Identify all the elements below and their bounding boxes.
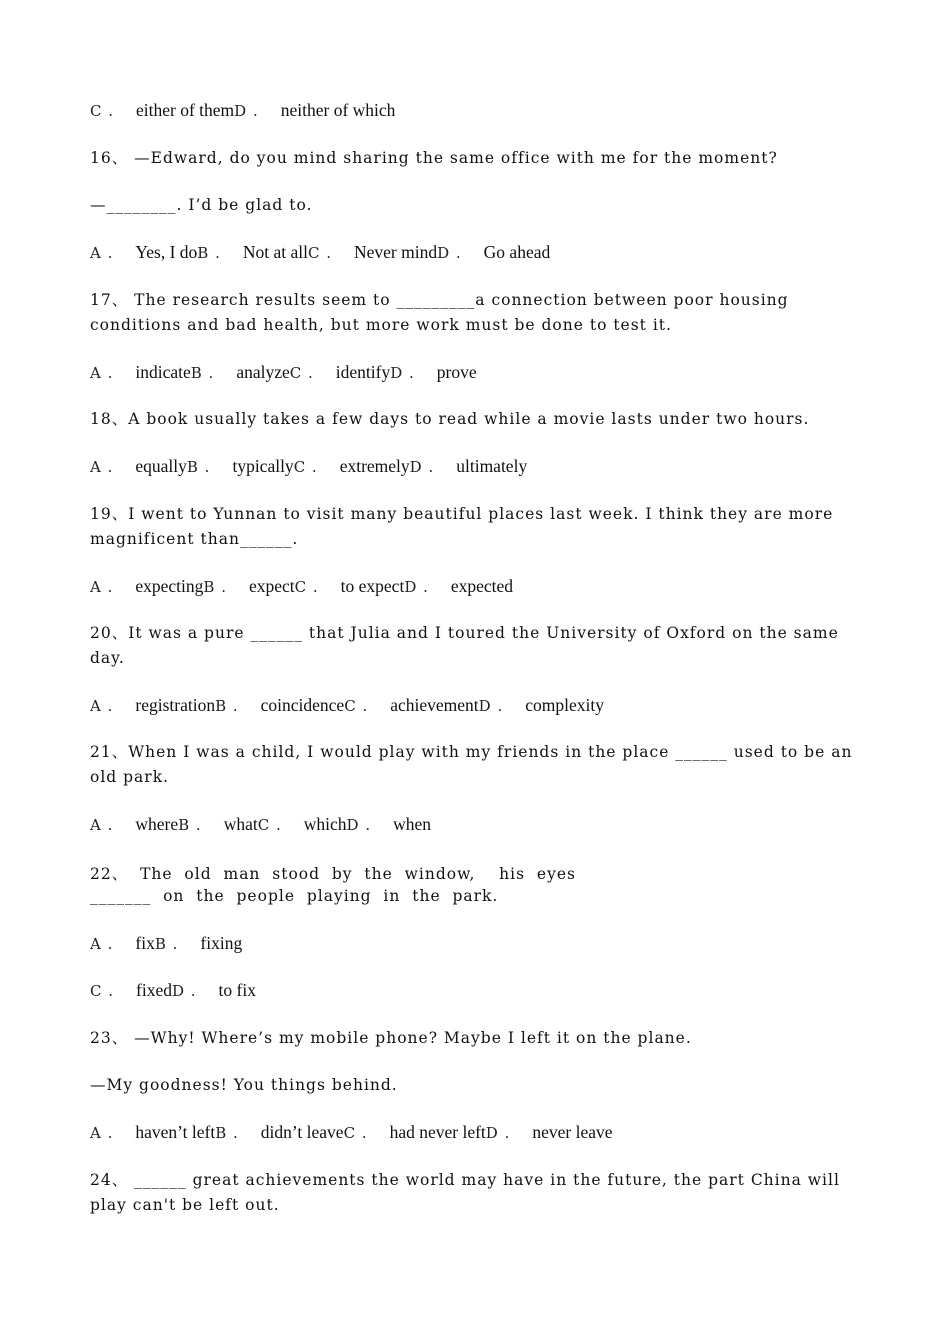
option-text: indicate [135, 362, 191, 382]
option-text: registration [135, 695, 216, 715]
option-letter: D . [346, 816, 372, 834]
option-letter: C . [90, 102, 115, 120]
option-letter: B . [203, 578, 227, 596]
option-text: equally [135, 456, 187, 476]
option-letter: C . [293, 458, 318, 476]
option-text: expecting [135, 576, 204, 596]
answer-options [90, 814, 431, 835]
option-text: prove [436, 362, 477, 382]
option-letter: D . [437, 244, 462, 262]
option-text: Yes, I do [135, 242, 198, 262]
question-text: 23、 —Why! Where’s my mobile phone? Maybe I left it on the plane. [90, 1029, 692, 1047]
option-letter: A . [90, 364, 114, 382]
answer-options [90, 695, 604, 716]
answer-options [90, 933, 242, 954]
option-letter: B . [154, 935, 179, 953]
option-letter: B . [197, 244, 221, 262]
option-letter: D . [234, 102, 259, 120]
option-letter: C . [257, 816, 282, 834]
option-text: where [135, 814, 179, 834]
option-letter: B . [215, 697, 239, 715]
question-text: 16、 —Edward, do you mind sharing the same office with me for the moment? [90, 149, 778, 167]
option-text: fixing [200, 933, 243, 953]
question-text: _______ on the people playing in the park. [90, 887, 499, 905]
question-text: 19、I went to Yunnan to visit many beautiful places last week. I think they are more magnificent than______. [90, 505, 834, 548]
option-text: fix [135, 933, 155, 953]
option-text: either of them [136, 100, 235, 120]
option-text: which [303, 814, 347, 834]
option-letter: B . [190, 364, 215, 382]
option-text: Go ahead [483, 242, 551, 262]
option-text: when [393, 814, 431, 834]
option-letter: A . [90, 578, 114, 596]
question-text: 24、 ______ great achievements the world may have in the future, the part China will play can't be left out. [90, 1171, 840, 1214]
option-letter: A . [90, 935, 114, 953]
option-text: expect [248, 576, 295, 596]
option-letter: B . [178, 816, 202, 834]
option-text: achievement [390, 695, 479, 715]
option-text: expected [450, 576, 514, 596]
option-letter: D . [390, 364, 415, 382]
option-text: didn’t leave [260, 1122, 344, 1142]
option-text: extremely [339, 456, 410, 476]
option-text: identify [335, 362, 391, 382]
option-letter: D . [171, 982, 197, 1000]
question-text: 21、When I was a child, I would play with my friends in the place ______ used to be an old park. [90, 743, 853, 786]
option-text: ultimately [456, 456, 528, 476]
option-text: complexity [525, 695, 604, 715]
answer-options [90, 576, 513, 597]
question-text: 18、A book usually takes a few days to read while a movie lasts under two hours. [90, 410, 810, 428]
option-letter: C . [90, 982, 115, 1000]
option-letter: C . [344, 697, 369, 715]
option-letter: C . [294, 578, 319, 596]
option-letter: A . [90, 816, 114, 834]
option-letter: C . [343, 1124, 368, 1142]
option-letter: A . [90, 244, 114, 262]
option-letter: B . [186, 458, 211, 476]
option-text: coincidence [260, 695, 345, 715]
option-text: haven’t left [135, 1122, 216, 1142]
option-text: analyze [236, 362, 290, 382]
option-text: Not at all [242, 242, 308, 262]
option-text: to expect [340, 576, 405, 596]
option-text: typically [232, 456, 294, 476]
option-text: Never mind [354, 242, 438, 262]
option-letter: A . [90, 1124, 114, 1142]
option-letter: A . [90, 697, 114, 715]
option-letter: D . [478, 697, 504, 715]
option-letter: C . [307, 244, 332, 262]
answer-options [90, 980, 256, 1001]
option-text: what [223, 814, 258, 834]
answer-options [90, 242, 550, 263]
option-letter: D . [409, 458, 435, 476]
option-text: neither of which [280, 100, 396, 120]
option-text: had never left [389, 1122, 486, 1142]
option-letter: D . [485, 1124, 511, 1142]
option-text: fixed [136, 980, 172, 1000]
question-text: 22、 The old man stood by the window, his eyes [90, 865, 576, 883]
question-text: —My goodness! You things behind. [90, 1076, 398, 1094]
answer-options [90, 456, 527, 477]
question-text: —________. I’d be glad to. [90, 196, 313, 214]
question-text: 20、It was a pure ______ that Julia and I toured the University of Oxford on the same day. [90, 624, 839, 667]
question-text: 17、 The research results seem to _________a connection between poor housing conditions and bad health, but more work must be done to test it. [90, 291, 789, 334]
option-text: never leave [532, 1122, 613, 1142]
answer-options [90, 362, 477, 383]
option-letter: D . [404, 578, 429, 596]
option-text: to fix [218, 980, 256, 1000]
option-letter: A . [90, 458, 114, 476]
option-letter: B . [215, 1124, 239, 1142]
option-letter: C . [289, 364, 314, 382]
answer-options [90, 100, 395, 121]
answer-options [90, 1122, 613, 1143]
